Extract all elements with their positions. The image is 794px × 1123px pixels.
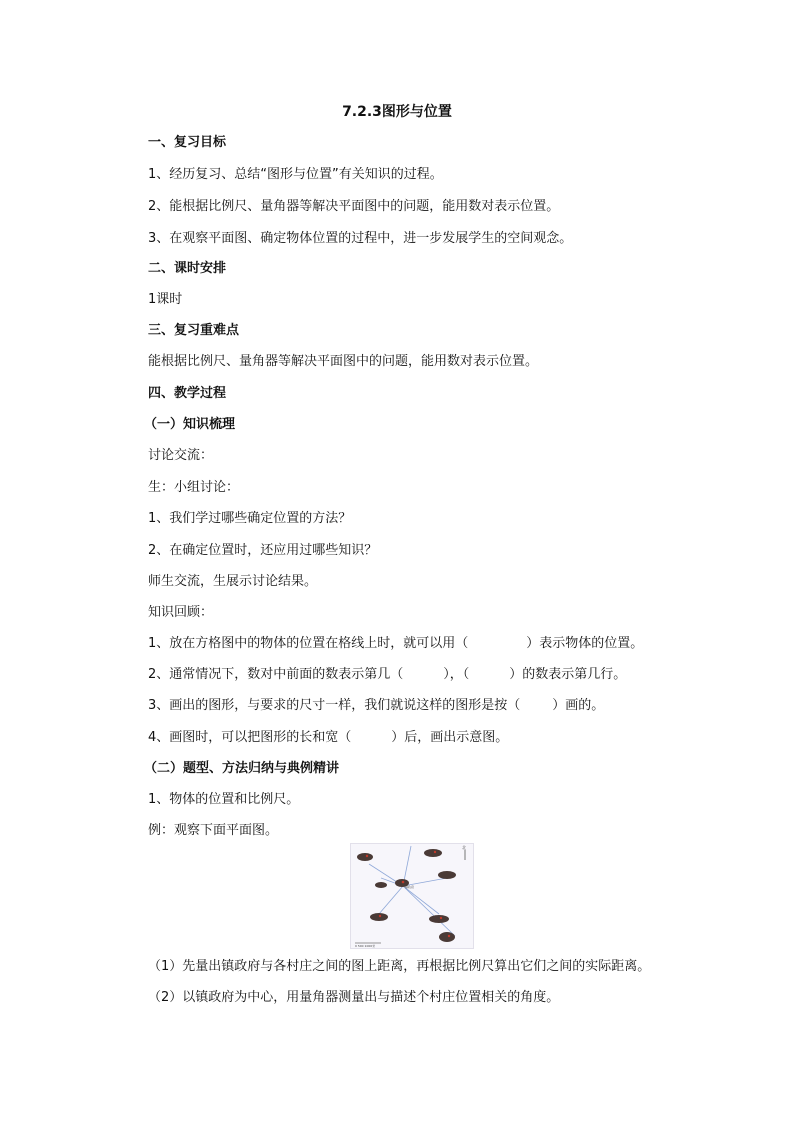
- goal-item-2: 2、能根据比例尺、量角器等解决平面图中的问题，能用数对表示位置。: [148, 199, 560, 214]
- center-label: 镇政府: [405, 885, 415, 889]
- subsection-knowledge: （一）知识梳理: [144, 417, 236, 432]
- town-map-illustration: [351, 844, 473, 948]
- north-label: 北: [462, 845, 466, 850]
- review-item-2: 2、通常情况下，数对中前面的数表示第几（ ），（ ）的数表示第几行。: [148, 667, 627, 682]
- review-item-1: 1、放在方格图中的物体的位置在格线上时，就可以用（ ）表示物体的位置。: [148, 636, 644, 651]
- topic-1: 1、物体的位置和比例尺。: [148, 792, 300, 807]
- discuss-label: 讨论交流：: [148, 448, 214, 463]
- section-heading-key-points: 三、复习重难点: [148, 323, 240, 338]
- goal-item-1: 1、经历复习、总结“图形与位置”有关知识的过程。: [148, 167, 443, 182]
- discuss-question-1: 1、我们学过哪些确定位置的方法？: [148, 511, 352, 526]
- section-heading-process: 四、教学过程: [148, 386, 227, 401]
- scale-label: 0 500 1000米: [355, 944, 376, 948]
- question-1: （1）先量出镇政府与各村庄之间的图上距离，再根据比例尺算出它们之间的实际距离。: [148, 959, 651, 974]
- review-item-4: 4、画图时，可以把图形的长和宽（ ）后，画出示意图。: [148, 730, 509, 745]
- question-2: （2）以镇政府为中心，用量角器测量出与描述个村庄位置相关的角度。: [148, 990, 560, 1005]
- discuss-question-2: 2、在确定位置时，还应用过哪些知识？: [148, 543, 378, 558]
- page-title: 7.2.3图形与位置: [342, 104, 452, 120]
- town-map-figure: [350, 843, 474, 949]
- subsection-methods: （二）题型、方法归纳与典例精讲: [144, 761, 340, 776]
- key-points-text: 能根据比例尺、量角器等解决平面图中的问题，能用数对表示位置。: [148, 354, 539, 369]
- example-text: 例：观察下面平面图。: [148, 823, 279, 838]
- section-heading-goals: 一、复习目标: [148, 135, 227, 150]
- review-label: 知识回顾：: [148, 605, 214, 620]
- teacher-student-text: 师生交流，生展示讨论结果。: [148, 574, 318, 589]
- schedule-text: 1课时: [148, 292, 183, 307]
- student-label: 生：小组讨论：: [148, 480, 240, 495]
- review-item-3: 3、画出的图形，与要求的尺寸一样，我们就说这样的图形是按（ ）画的。: [148, 698, 605, 713]
- section-heading-schedule: 二、课时安排: [148, 261, 227, 276]
- goal-item-3: 3、在观察平面图、确定物体位置的过程中，进一步发展学生的空间观念。: [148, 231, 573, 246]
